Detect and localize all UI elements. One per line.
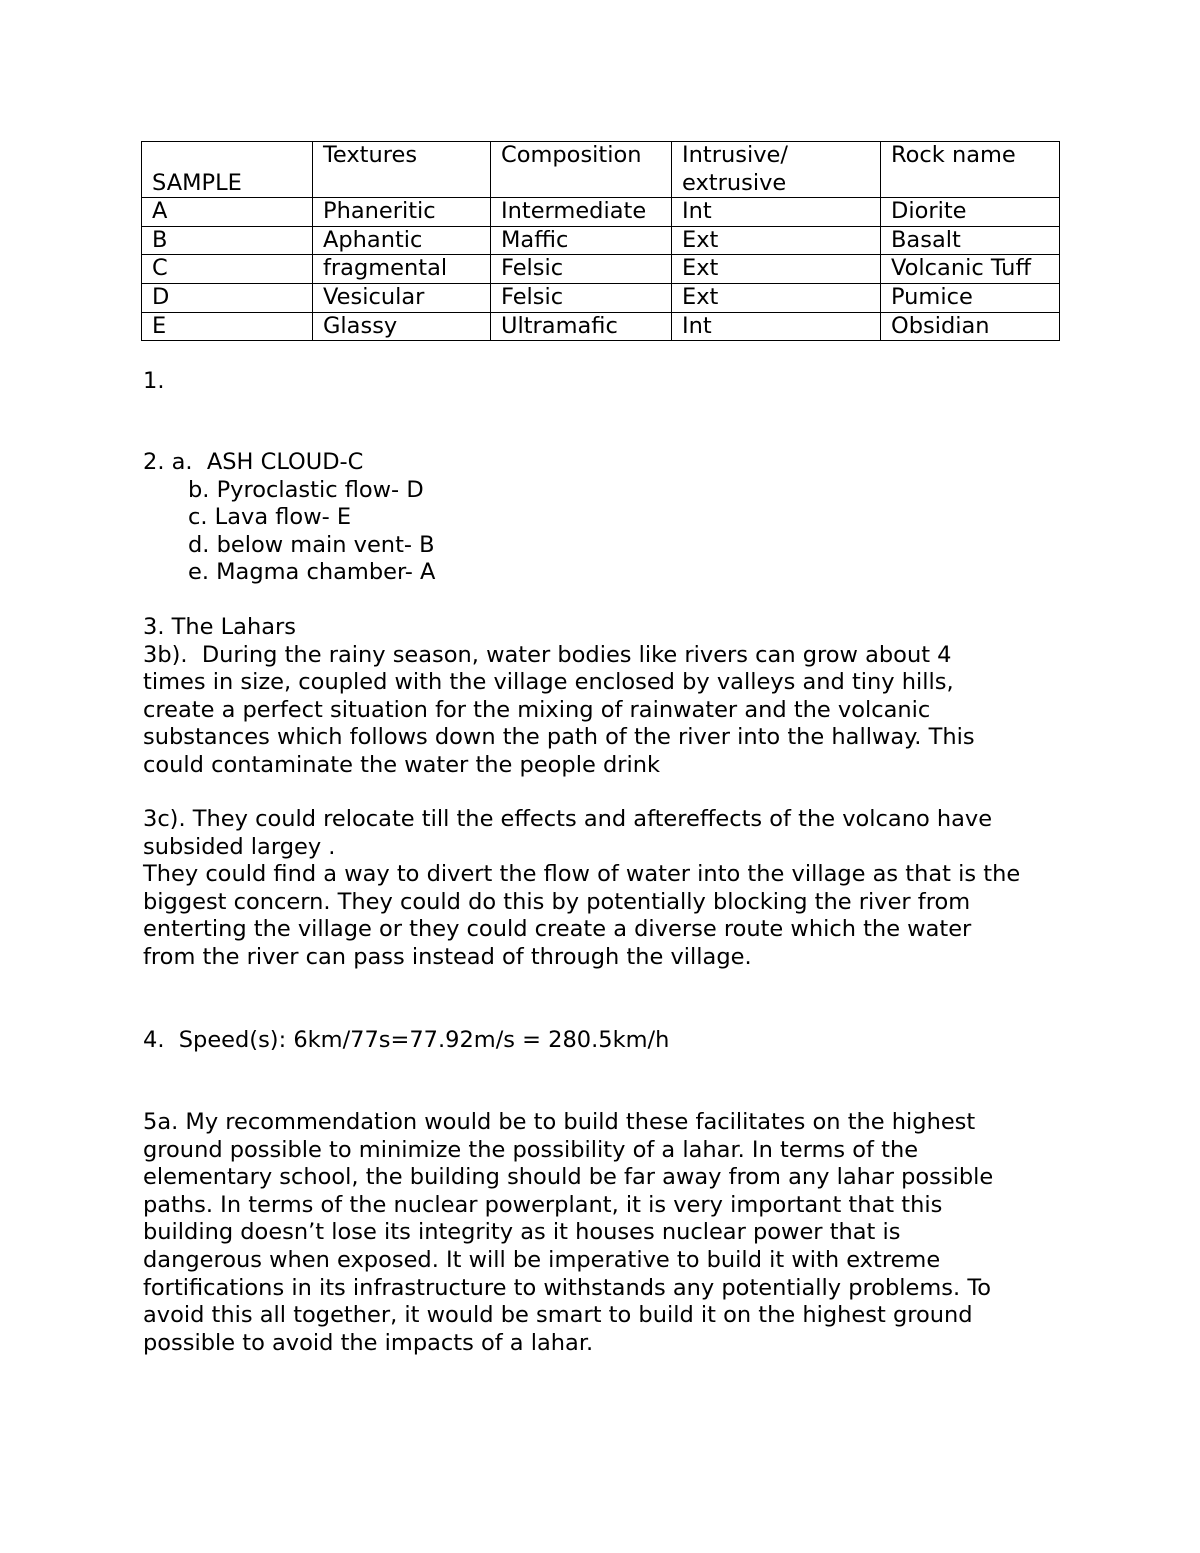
cell-sample: B xyxy=(142,226,313,255)
cell-rock-name: Obsidian xyxy=(881,312,1060,341)
cell-intrusive: Int xyxy=(672,198,881,227)
cell-sample: E xyxy=(142,312,313,341)
answer-3c-line: from the river can pass instead of through the village. xyxy=(143,943,752,970)
cell-composition: Felsic xyxy=(491,283,672,312)
answer-3c-line: They could find a way to divert the flow of water into the village as that is the xyxy=(143,861,1021,888)
cell-texture: fragmental xyxy=(313,255,491,284)
answer-3b-line: times in size, coupled with the village enclosed by valleys and tiny hills, xyxy=(143,669,954,696)
answer-4: 4. Speed(s): 6km/77s=77.92m/s = 280.5km/h xyxy=(143,1027,670,1053)
cell-rock-name: Volcanic Tuff xyxy=(881,255,1060,284)
cell-texture: Aphantic xyxy=(313,226,491,255)
cell-intrusive: Ext xyxy=(672,283,881,312)
cell-sample: D xyxy=(142,283,313,312)
answer-3b-line: create a perfect situation for the mixing of rainwater and the volcanic xyxy=(143,696,931,723)
cell-texture: Vesicular xyxy=(313,283,491,312)
answer-3c-line: biggest concern. They could do this by potentially blocking the river from xyxy=(143,888,971,915)
cell-texture: Phaneritic xyxy=(313,198,491,227)
question-1 xyxy=(143,368,1073,396)
answer-3c xyxy=(143,806,1073,972)
header-intrusive-extrusive: Intrusive/ extrusive xyxy=(672,142,881,198)
question-5a xyxy=(143,1109,1073,1357)
answer-3b-line: could contaminate the water the people drink xyxy=(143,751,661,778)
cell-composition: Intermediate xyxy=(491,198,672,227)
answer-5a-line: elementary school, the building should be far away from any lahar possible xyxy=(143,1164,994,1191)
answer-2c: c. Lava flow- E xyxy=(188,504,352,531)
table-header-row xyxy=(142,142,1060,198)
answer-3c-line: subsided largey . xyxy=(143,833,336,860)
cell-rock-name: Basalt xyxy=(881,226,1060,255)
cell-intrusive: Ext xyxy=(672,255,881,284)
answer-5a-line: dangerous when exposed. It will be imperative to build it with extreme xyxy=(143,1246,941,1273)
cell-intrusive: Ext xyxy=(672,226,881,255)
question-3 xyxy=(143,614,1073,780)
rock-classification-table xyxy=(141,141,1060,341)
question-3-title: 3. The Lahars xyxy=(143,614,296,640)
cell-composition: Felsic xyxy=(491,255,672,284)
cell-texture: Glassy xyxy=(313,312,491,341)
answer-2b: b. Pyroclastic flow- D xyxy=(188,476,424,503)
answer-5a-line: building doesn’t lose its integrity as it houses nuclear power that is xyxy=(143,1219,901,1246)
answer-5a-line: 5a. My recommendation would be to build these facilitates on the highest xyxy=(143,1109,976,1135)
cell-composition: Maffic xyxy=(491,226,672,255)
table-row xyxy=(142,198,1060,227)
cell-rock-name: Diorite xyxy=(881,198,1060,227)
question-2 xyxy=(143,449,1073,587)
cell-composition: Ultramafic xyxy=(491,312,672,341)
answer-5a-line: possible to avoid the impacts of a lahar. xyxy=(143,1329,594,1356)
cell-sample: C xyxy=(142,255,313,284)
answer-3c-line: 3c). They could relocate till the effects and aftereffects of the volcano have xyxy=(143,806,993,832)
question-1-label: 1. xyxy=(143,368,165,394)
header-textures: Textures xyxy=(313,142,491,198)
answer-3b-line: substances which follows down the path of the river into the hallway. This xyxy=(143,724,975,751)
answer-5a-line: fortifications in its infrastructure to withstands any potentially problems. To xyxy=(143,1274,992,1301)
table-row xyxy=(142,226,1060,255)
header-rock-name: Rock name xyxy=(881,142,1060,198)
cell-intrusive: Int xyxy=(672,312,881,341)
header-sample: SAMPLE xyxy=(142,142,313,198)
table-row xyxy=(142,283,1060,312)
answer-5a-line: paths. In terms of the nuclear powerplant, it is very important that this xyxy=(143,1191,943,1218)
answer-2d: d. below main vent- B xyxy=(188,531,435,558)
answer-3c-line: enterting the village or they could create a diverse route which the water xyxy=(143,916,972,943)
table-row xyxy=(142,255,1060,284)
table-row xyxy=(142,312,1060,341)
answer-3b-line: 3b). During the rainy season, water bodies like rivers can grow about 4 xyxy=(143,641,952,668)
cell-sample: A xyxy=(142,198,313,227)
answer-5a-line: ground possible to minimize the possibility of a lahar. In terms of the xyxy=(143,1136,919,1163)
answer-2e: e. Magma chamber- A xyxy=(188,559,436,586)
question-4 xyxy=(143,1027,1073,1055)
answer-2a: 2. a. ASH CLOUD-C xyxy=(143,449,364,475)
answer-5a-line: avoid this all together, it would be smart to build it on the highest ground xyxy=(143,1302,973,1329)
cell-rock-name: Pumice xyxy=(881,283,1060,312)
header-composition: Composition xyxy=(491,142,672,198)
